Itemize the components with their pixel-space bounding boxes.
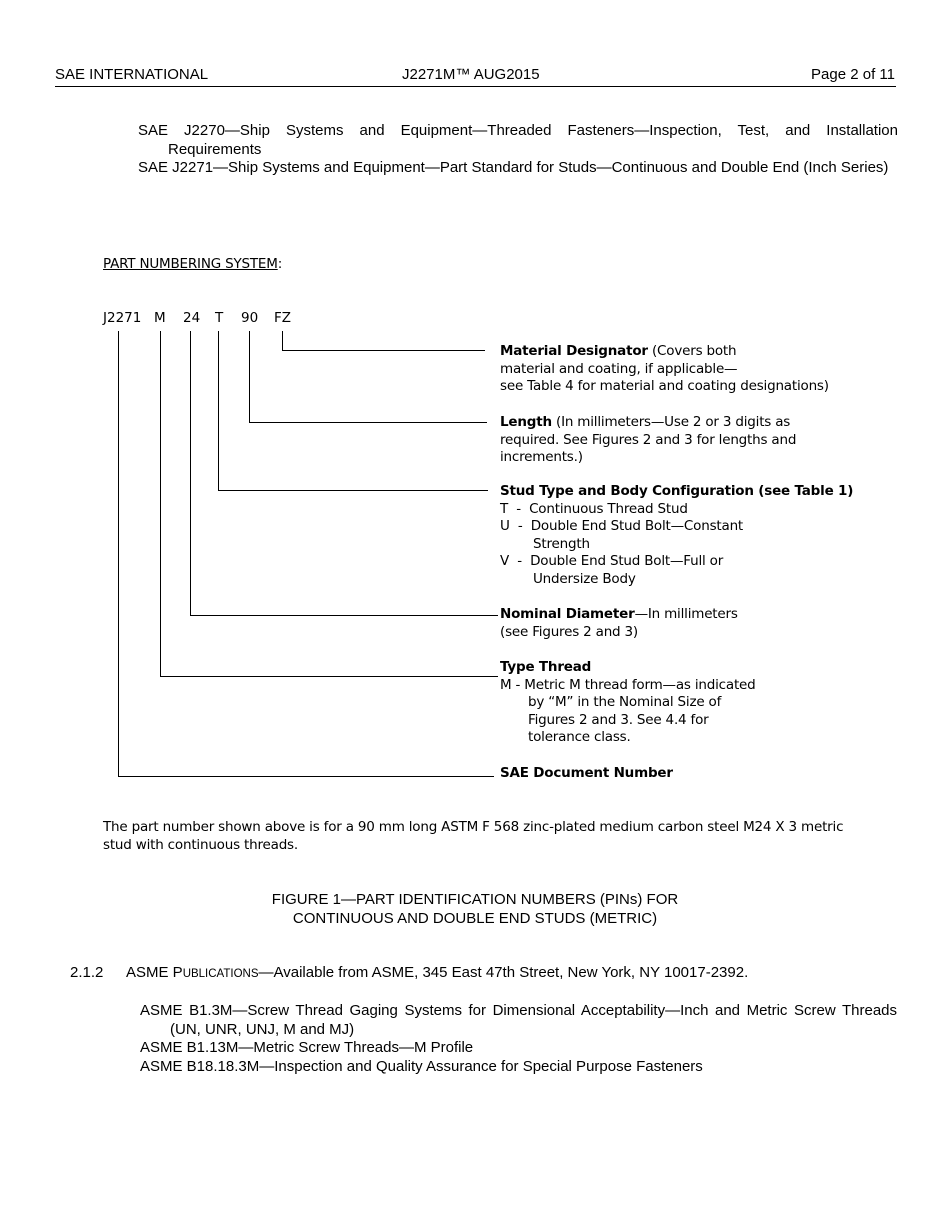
label-diameter-line: (see Figures 2 and 3): [500, 623, 638, 640]
label-thread-line-cont: by “M” in the Nominal Size of: [528, 694, 722, 710]
label-stud-type-title: Stud Type and Body Configuration (see Table 1): [500, 483, 854, 499]
label-material-line: (Covers both: [647, 343, 737, 359]
leader-stud-type-horizontal: [218, 490, 488, 491]
label-stud-type-option: T - Continuous Thread Stud: [500, 500, 688, 517]
leader-doc-number-vertical: [118, 331, 119, 776]
leader-material-horizontal: [282, 350, 485, 351]
label-stud-type-option: V - Double End Stud Bolt—Full or: [500, 553, 724, 569]
pn-thread-type: M: [154, 310, 166, 326]
figure-caption-line: CONTINUOUS AND DOUBLE END STUDS (METRIC): [292, 910, 658, 927]
label-length-line: (In millimeters—Use 2 or 3 digits as: [551, 414, 791, 430]
label-material-designator: [500, 343, 829, 396]
label-thread-line: M - Metric M thread form—as indicated: [500, 676, 756, 693]
label-type-thread: [500, 659, 756, 747]
pn-doc-number: J2271: [103, 310, 142, 326]
figure-note: The part number shown above is for a 90 mm long ASTM F 568 zinc-plated medium carbon steel M24 X 3 metric stud with continuous threads.: [103, 819, 844, 853]
section-title-first: ASME P: [126, 964, 183, 981]
header-rule: [55, 86, 896, 87]
reference-sae-j2271: SAE J2271—Ship Systems and Equipment—Part Standard for Studs—Continuous and Double End (Inch Series): [138, 159, 889, 176]
label-stud-type: [500, 483, 853, 588]
leader-length-vertical: [249, 331, 250, 422]
leader-length-horizontal: [249, 422, 487, 423]
label-thread-title: Type Thread: [500, 659, 592, 675]
header-doc-id: J2271M™ AUG2015: [402, 66, 540, 83]
leader-thread-horizontal: [160, 676, 498, 677]
header-org: SAE INTERNATIONAL: [55, 66, 209, 83]
label-length-line: increments.): [500, 449, 583, 465]
label-length: [500, 414, 796, 467]
section-number: 2.1.2: [70, 964, 104, 981]
figure-heading-text: PART NUMBERING SYSTEM: [103, 256, 278, 272]
label-material-title: Material Designator: [500, 343, 648, 359]
figure-caption-line: FIGURE 1—PART IDENTIFICATION NUMBERS (PINs) FOR: [271, 891, 679, 908]
label-material-line: material and coating, if applicable—: [500, 360, 738, 377]
label-stud-type-option-cont: Undersize Body: [533, 570, 636, 587]
leader-thread-vertical: [160, 331, 161, 676]
leader-material-vertical: [282, 331, 283, 350]
header-page-number: Page 2 of 11: [811, 66, 895, 83]
label-thread-line-cont: Figures 2 and 3. See 4.4 for: [528, 711, 709, 728]
label-material-line: see Table 4 for material and coating designations): [500, 378, 829, 394]
figure-heading-colon: :: [277, 256, 283, 272]
reference-asme-b18-18-3m: ASME B18.18.3M—Inspection and Quality Assurance for Special Purpose Fasteners: [140, 1058, 703, 1075]
leader-diameter-horizontal: [190, 615, 498, 616]
label-thread-line-cont: tolerance class.: [528, 729, 631, 745]
leader-doc-number-horizontal: [118, 776, 494, 777]
pn-material: FZ: [274, 310, 292, 326]
figure-caption: [0, 890, 950, 928]
label-stud-type-option: U - Double End Stud Bolt—Constant: [500, 518, 744, 534]
reference-asme-b1-13m: ASME B1.13M—Metric Screw Threads—M Profile: [140, 1039, 474, 1056]
label-nominal-diameter: [500, 606, 738, 641]
reference-sae-j2270: SAE J2270—Ship Systems and Equipment—Threaded Fasteners—Inspection, Test, and Installation Requirements: [138, 122, 898, 158]
leader-diameter-vertical: [190, 331, 191, 615]
section-title-rest: UBLICATIONS: [182, 968, 259, 980]
reference-asme-b1-3m: ASME B1.3M—Screw Thread Gaging Systems for Dimensional Acceptability—Inch and Metric Screw Threads (UN, UNR, UNJ, M and MJ): [140, 1002, 897, 1038]
pn-length: 90: [241, 310, 259, 326]
label-length-title: Length: [500, 414, 552, 430]
label-doc-number-title: SAE Document Number: [500, 765, 673, 781]
figure-heading: [103, 256, 282, 272]
pn-stud-type: T: [215, 310, 224, 326]
label-length-line: required. See Figures 2 and 3 for lengths and: [500, 431, 797, 448]
leader-stud-type-vertical: [218, 331, 219, 490]
section-text: —Available from ASME, 345 East 47th Street, New York, NY 10017-2392.: [258, 964, 749, 981]
label-diameter-line: —In millimeters: [634, 606, 738, 622]
label-stud-type-option-cont: Strength: [533, 535, 590, 552]
label-sae-document-number: [500, 765, 673, 783]
pn-diameter: 24: [183, 310, 201, 326]
section-heading: [126, 964, 748, 981]
label-diameter-title: Nominal Diameter: [500, 606, 635, 622]
